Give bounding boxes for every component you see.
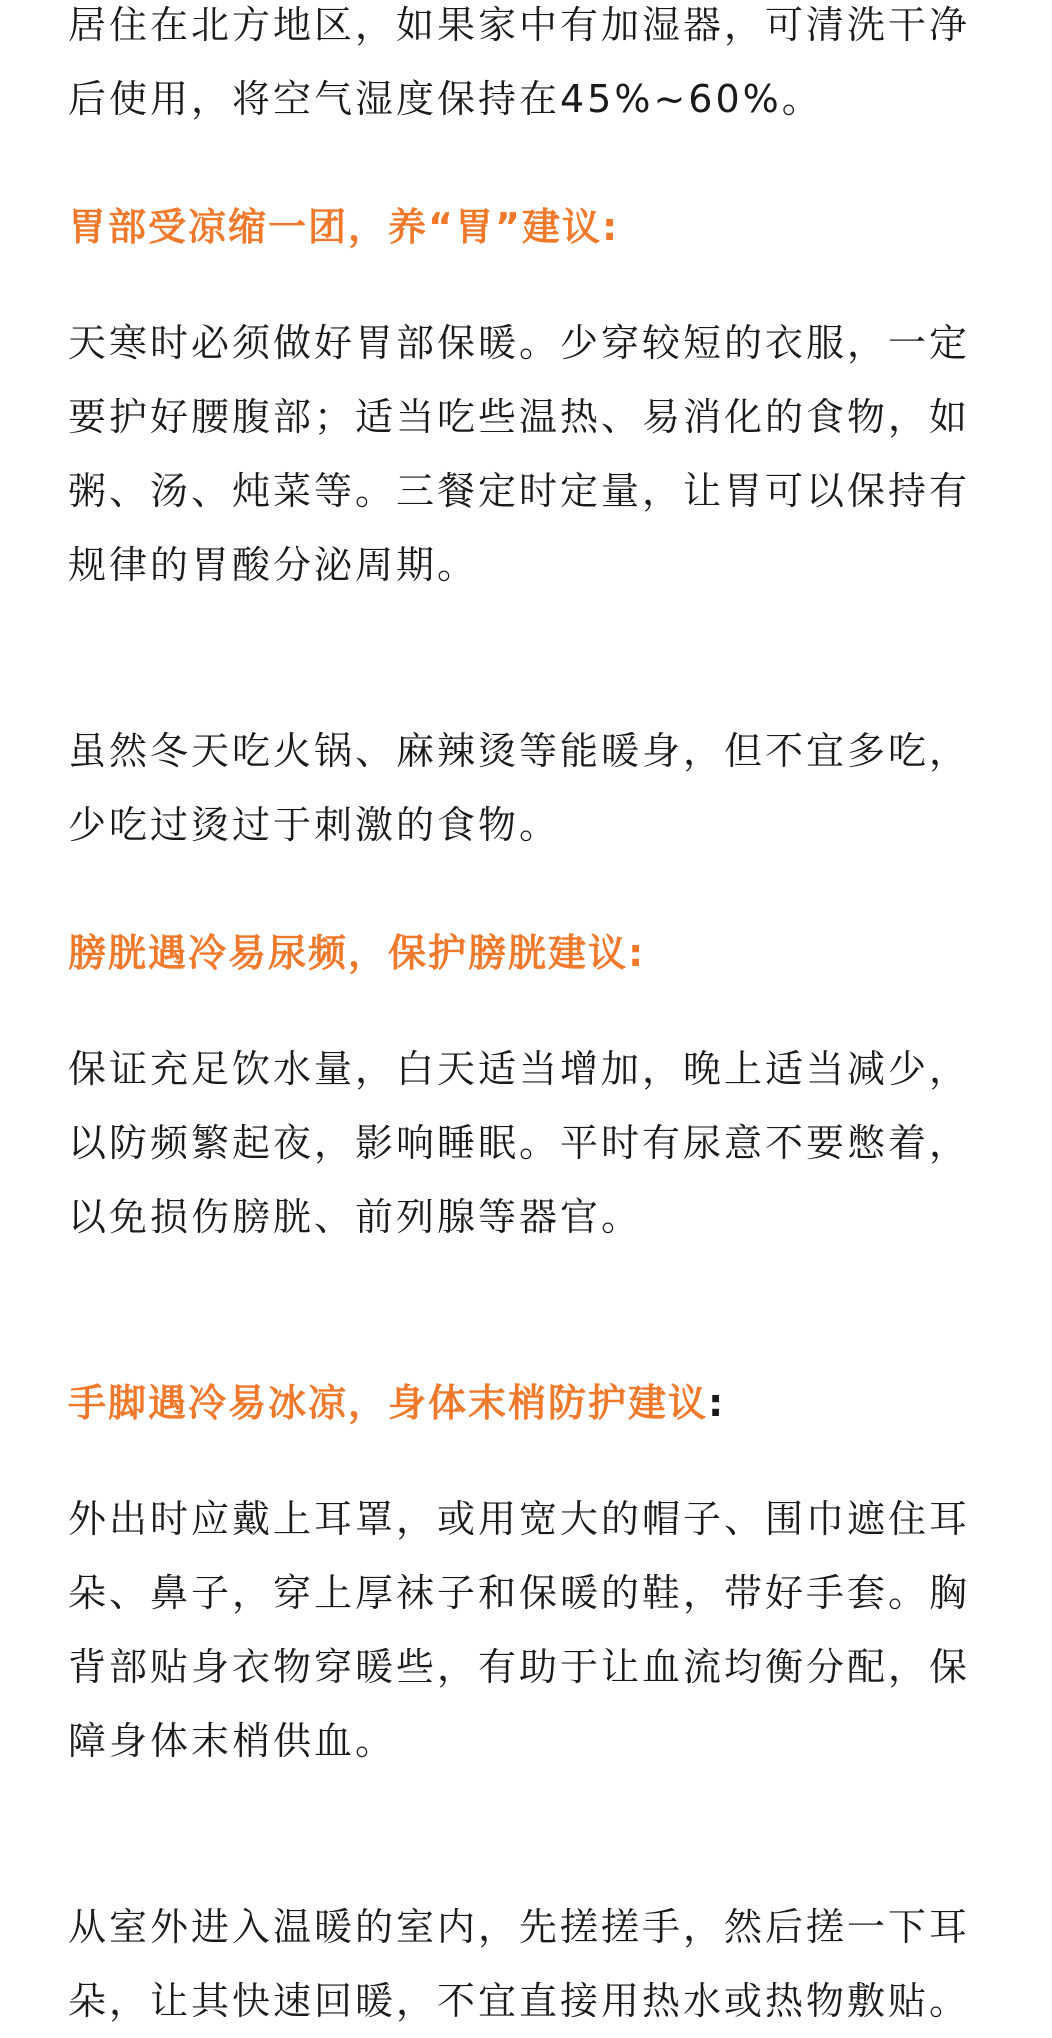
heading-bladder bbox=[68, 916, 1008, 990]
paragraph-indoor-warmup: 从室外进入温暖的室内，先搓搓手，然后搓一下耳朵，让其快速回暖，不宜直接用热水或热物敷贴。 bbox=[68, 1905, 971, 2023]
heading-bladder-colon: : bbox=[628, 931, 646, 975]
heading-stomach-colon: : bbox=[601, 205, 620, 249]
paragraph-hotpot: 虽然冬天吃火锅、麻辣烫等能暖身，但不宜多吃，少吃过烫过于刺激的食物。 bbox=[68, 729, 971, 847]
heading-extremities-text: 手脚遇冷易冰凉，身体末梢防护建议 bbox=[68, 1381, 709, 1425]
heading-stomach-text: 胃部受凉缩一团，养“胃”建议 bbox=[68, 205, 602, 249]
heading-extremities bbox=[68, 1366, 1008, 1440]
heading-extremities-colon: : bbox=[708, 1381, 726, 1425]
paragraph-stomach-warmth: 天寒时必须做好胃部保暖。少穿较短的衣服，一定要护好腰腹部；适当吃些温热、易消化的食物，如粥、汤、炖菜等。三餐定时定量，让胃可以保持有规律的胃酸分泌周期。 bbox=[68, 321, 971, 587]
paragraph-outdoor-wear: 外出时应戴上耳罩，或用宽大的帽子、围巾遮住耳朵、鼻子，穿上厚袜子和保暖的鞋，带好手套。胸背部贴身衣物穿暖些，有助于让血流均衡分配，保障身体末梢供血。 bbox=[68, 1497, 971, 1763]
article-body bbox=[68, 0, 1008, 2038]
heading-bladder-text: 膀胱遇冷易尿频，保护膀胱建议 bbox=[68, 931, 629, 975]
paragraph-bladder-water: 保证充足饮水量，白天适当增加，晚上适当减少，以防频繁起夜，影响睡眠。平时有尿意不要憋着，以免损伤膀胱、前列腺等器官。 bbox=[68, 1047, 971, 1239]
paragraph-humidifier: 居住在北方地区，如果家中有加湿器，可清洗干净后使用，将空气湿度保持在45%~60%。 bbox=[68, 3, 971, 121]
heading-stomach bbox=[68, 190, 1008, 264]
